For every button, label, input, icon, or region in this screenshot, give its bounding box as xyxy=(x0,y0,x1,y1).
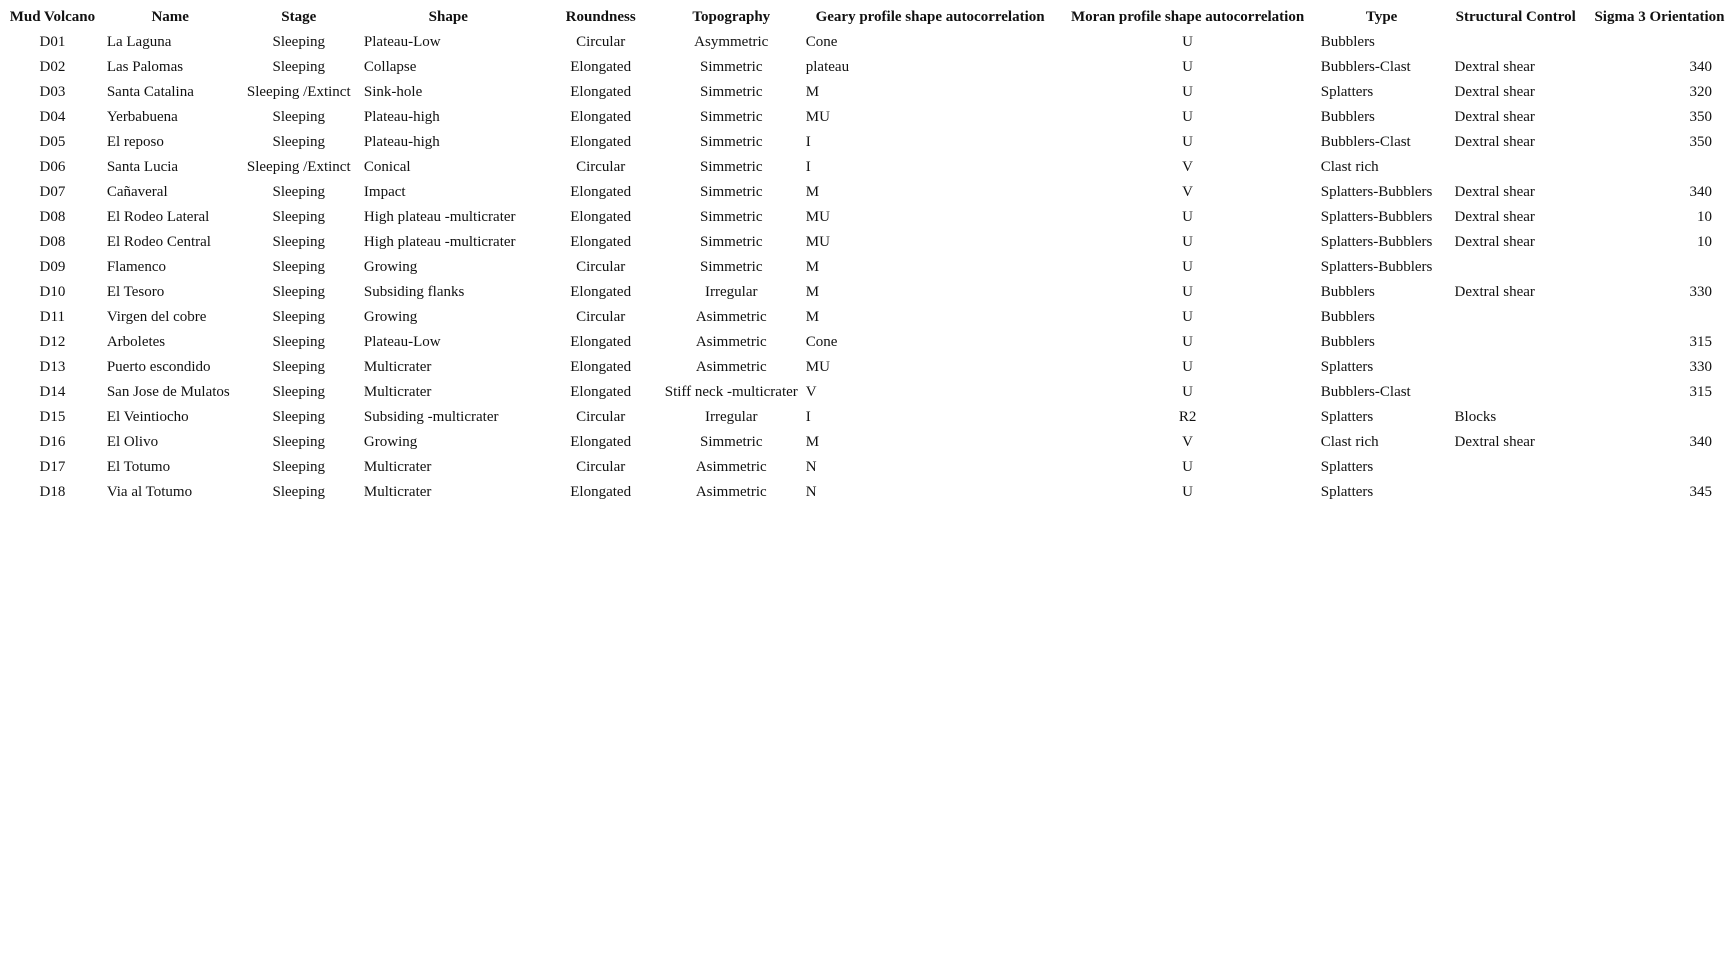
cell-structural-control: Dextral shear xyxy=(1454,284,1535,300)
cell-name: El Tesoro xyxy=(106,284,165,300)
header-topography: Topography xyxy=(692,8,771,25)
cell-roundness: Elongated xyxy=(570,334,632,350)
table-row xyxy=(4,405,1736,430)
cell-roundness: Elongated xyxy=(570,109,632,125)
cell-type: Splatters xyxy=(1320,359,1374,375)
cell-id: D04 xyxy=(39,109,66,125)
cell-shape: Multicrater xyxy=(363,484,432,500)
cell-sigma3: 340 xyxy=(1689,184,1712,200)
cell-roundness: Circular xyxy=(576,259,626,275)
cell-topography: Simmetric xyxy=(700,184,763,200)
cell-topography: Asymmetric xyxy=(694,34,769,50)
cell-topography: Asimmetric xyxy=(695,334,767,350)
cell-topography: Asimmetric xyxy=(695,309,767,325)
cell-topography: Irregular xyxy=(705,284,758,300)
cell-stage: Sleeping xyxy=(272,484,325,500)
table-row xyxy=(4,230,1736,255)
cell-moran: U xyxy=(1182,134,1193,150)
cell-stage: Sleeping /Extinct xyxy=(246,159,351,175)
cell-shape: High plateau -multicrater xyxy=(363,234,516,250)
table-body xyxy=(4,30,1736,505)
cell-id: D02 xyxy=(39,59,66,75)
cell-stage: Sleeping xyxy=(272,309,325,325)
cell-name: El Olivo xyxy=(106,434,159,450)
cell-id: D08 xyxy=(39,234,66,250)
table-row xyxy=(4,430,1736,455)
cell-roundness: Elongated xyxy=(570,359,632,375)
cell-name: Santa Lucia xyxy=(106,159,179,175)
table-row xyxy=(4,155,1736,180)
table-row xyxy=(4,30,1736,55)
cell-type: Bubblers xyxy=(1320,309,1375,325)
cell-sigma3 xyxy=(1583,305,1736,330)
cell-topography: Simmetric xyxy=(700,109,763,125)
cell-moran: U xyxy=(1182,34,1193,50)
cell-topography: Asimmetric xyxy=(695,359,767,375)
cell-moran: V xyxy=(1182,159,1193,175)
cell-moran: U xyxy=(1182,384,1193,400)
cell-stage: Sleeping xyxy=(272,284,325,300)
cell-geary: N xyxy=(805,484,817,500)
cell-name: El Totumo xyxy=(106,459,171,475)
cell-geary: I xyxy=(805,409,811,425)
cell-id: D01 xyxy=(39,34,66,50)
cell-type: Bubblers xyxy=(1320,334,1375,350)
cell-geary: MU xyxy=(805,109,830,125)
cell-moran: U xyxy=(1182,484,1193,500)
cell-moran: V xyxy=(1182,434,1193,450)
cell-topography: Simmetric xyxy=(700,434,763,450)
cell-sigma3: 350 xyxy=(1689,134,1712,150)
cell-sigma3: 10 xyxy=(1697,234,1712,250)
header-stage: Stage xyxy=(281,8,317,25)
table-row xyxy=(4,330,1736,355)
cell-type: Splatters xyxy=(1320,84,1374,100)
table-row xyxy=(4,130,1736,155)
cell-name: Las Palomas xyxy=(106,59,184,75)
header-roundness: Roundness xyxy=(565,8,636,25)
table-row xyxy=(4,305,1736,330)
cell-moran: U xyxy=(1182,59,1193,75)
cell-geary: I xyxy=(805,134,811,150)
cell-type: Splatters-Bubblers xyxy=(1320,234,1433,250)
cell-sigma3: 350 xyxy=(1689,109,1712,125)
cell-id: D08 xyxy=(39,209,66,225)
cell-id: D13 xyxy=(39,359,66,375)
cell-geary: MU xyxy=(805,209,830,225)
cell-roundness: Elongated xyxy=(570,184,632,200)
cell-sigma3 xyxy=(1583,455,1736,480)
cell-sigma3: 330 xyxy=(1689,284,1712,300)
cell-geary: M xyxy=(805,84,820,100)
cell-type: Bubblers xyxy=(1320,34,1375,50)
header-sigma3-orientation: Sigma 3 Orientation xyxy=(1594,8,1725,25)
cell-roundness: Elongated xyxy=(570,284,632,300)
header-structural-control: Structural Control xyxy=(1455,8,1576,25)
cell-name: El reposo xyxy=(106,134,164,150)
cell-geary: M xyxy=(805,309,820,325)
cell-geary: M xyxy=(805,284,820,300)
cell-geary: Cone xyxy=(805,34,838,50)
cell-shape: Multicrater xyxy=(363,459,432,475)
cell-structural-control xyxy=(1449,380,1583,405)
cell-type: Splatters-Bubblers xyxy=(1320,209,1433,225)
cell-structural-control: Dextral shear xyxy=(1454,209,1535,225)
cell-structural-control xyxy=(1449,480,1583,505)
cell-moran: U xyxy=(1182,359,1193,375)
cell-topography: Simmetric xyxy=(700,134,763,150)
cell-structural-control xyxy=(1449,30,1583,55)
cell-id: D10 xyxy=(39,284,66,300)
cell-id: D18 xyxy=(39,484,66,500)
cell-stage: Sleeping xyxy=(272,134,325,150)
cell-geary: V xyxy=(805,384,817,400)
header-shape: Shape xyxy=(428,8,468,25)
cell-stage: Sleeping xyxy=(272,359,325,375)
cell-shape: Plateau-high xyxy=(363,109,440,125)
cell-topography: Simmetric xyxy=(700,209,763,225)
cell-sigma3: 10 xyxy=(1697,209,1712,225)
cell-structural-control: Blocks xyxy=(1454,409,1497,425)
cell-stage: Sleeping xyxy=(272,259,325,275)
cell-sigma3 xyxy=(1583,155,1736,180)
cell-id: D16 xyxy=(39,434,66,450)
cell-stage: Sleeping xyxy=(272,184,325,200)
cell-type: Splatters xyxy=(1320,409,1374,425)
cell-shape: Impact xyxy=(363,184,406,200)
cell-id: D09 xyxy=(39,259,66,275)
cell-id: D12 xyxy=(39,334,66,350)
cell-roundness: Elongated xyxy=(570,484,632,500)
cell-shape: Conical xyxy=(363,159,411,175)
cell-shape: Growing xyxy=(363,309,418,325)
cell-name: Cañaveral xyxy=(106,184,168,200)
cell-name: La Laguna xyxy=(106,34,172,50)
cell-moran: U xyxy=(1182,234,1193,250)
header-row xyxy=(4,4,1736,30)
cell-id: D11 xyxy=(39,309,66,325)
cell-sigma3 xyxy=(1583,255,1736,280)
cell-stage: Sleeping xyxy=(272,409,325,425)
header-type: Type xyxy=(1365,8,1398,25)
cell-roundness: Elongated xyxy=(570,209,632,225)
table-row xyxy=(4,180,1736,205)
cell-roundness: Circular xyxy=(576,34,626,50)
cell-topography: Stiff neck -multicrater xyxy=(664,384,798,400)
cell-shape: Multicrater xyxy=(363,384,432,400)
table-row xyxy=(4,455,1736,480)
cell-type: Splatters-Bubblers xyxy=(1320,184,1433,200)
cell-sigma3: 340 xyxy=(1689,59,1712,75)
cell-topography: Asimmetric xyxy=(695,484,767,500)
cell-sigma3 xyxy=(1583,30,1736,55)
cell-stage: Sleeping xyxy=(272,234,325,250)
cell-geary: plateau xyxy=(805,59,850,75)
cell-type: Bubblers xyxy=(1320,284,1375,300)
cell-sigma3: 340 xyxy=(1689,434,1712,450)
cell-shape: Sink-hole xyxy=(363,84,423,100)
cell-id: D17 xyxy=(39,459,66,475)
cell-structural-control xyxy=(1449,330,1583,355)
cell-structural-control: Dextral shear xyxy=(1454,109,1535,125)
cell-type: Bubblers-Clast xyxy=(1320,59,1411,75)
cell-name: El Rodeo Lateral xyxy=(106,209,210,225)
table-row xyxy=(4,55,1736,80)
cell-shape: Subsiding flanks xyxy=(363,284,465,300)
cell-id: D15 xyxy=(39,409,66,425)
header-moran: Moran profile shape autocorrelation xyxy=(1070,8,1305,25)
cell-moran: U xyxy=(1182,259,1193,275)
cell-moran: U xyxy=(1182,84,1193,100)
cell-name: Santa Catalina xyxy=(106,84,194,100)
cell-structural-control: Dextral shear xyxy=(1454,234,1535,250)
cell-stage: Sleeping xyxy=(272,434,325,450)
cell-type: Splatters xyxy=(1320,459,1374,475)
cell-moran: V xyxy=(1182,184,1193,200)
cell-shape: Multicrater xyxy=(363,359,432,375)
cell-shape: Collapse xyxy=(363,59,417,75)
cell-moran: U xyxy=(1182,334,1193,350)
cell-moran: U xyxy=(1182,309,1193,325)
table-row xyxy=(4,80,1736,105)
cell-stage: Sleeping xyxy=(272,209,325,225)
cell-topography: Simmetric xyxy=(700,234,763,250)
cell-id: D07 xyxy=(39,184,66,200)
cell-name: El Rodeo Central xyxy=(106,234,211,250)
cell-structural-control: Dextral shear xyxy=(1454,59,1535,75)
cell-structural-control: Dextral shear xyxy=(1454,434,1535,450)
cell-stage: Sleeping /Extinct xyxy=(246,84,351,100)
cell-structural-control xyxy=(1449,455,1583,480)
cell-structural-control: Dextral shear xyxy=(1454,84,1535,100)
cell-geary: MU xyxy=(805,359,830,375)
cell-id: D14 xyxy=(39,384,66,400)
cell-geary: MU xyxy=(805,234,830,250)
cell-name: San Jose de Mulatos xyxy=(106,384,230,400)
header-name: Name xyxy=(151,8,189,25)
cell-moran: U xyxy=(1182,284,1193,300)
table-row xyxy=(4,205,1736,230)
cell-roundness: Circular xyxy=(576,159,626,175)
cell-structural-control: Dextral shear xyxy=(1454,184,1535,200)
cell-sigma3: 330 xyxy=(1689,359,1712,375)
table-row xyxy=(4,480,1736,505)
cell-type: Clast rich xyxy=(1320,434,1379,450)
cell-moran: U xyxy=(1182,209,1193,225)
mud-volcano-table xyxy=(4,4,1736,505)
cell-type: Splatters xyxy=(1320,484,1374,500)
cell-topography: Simmetric xyxy=(700,84,763,100)
cell-geary: M xyxy=(805,184,820,200)
cell-roundness: Elongated xyxy=(570,234,632,250)
cell-roundness: Elongated xyxy=(570,384,632,400)
spreadsheet xyxy=(4,4,1736,505)
cell-topography: Simmetric xyxy=(700,59,763,75)
cell-shape: Growing xyxy=(363,259,418,275)
header-mud-volcano: Mud Volcano xyxy=(9,8,96,25)
table-row xyxy=(4,380,1736,405)
cell-type: Splatters-Bubblers xyxy=(1320,259,1433,275)
cell-topography: Simmetric xyxy=(700,259,763,275)
cell-name: Puerto escondido xyxy=(106,359,211,375)
cell-roundness: Circular xyxy=(576,459,626,475)
cell-name: Via al Totumo xyxy=(106,484,193,500)
cell-structural-control: Dextral shear xyxy=(1454,134,1535,150)
cell-type: Bubblers-Clast xyxy=(1320,134,1411,150)
cell-roundness: Circular xyxy=(576,309,626,325)
cell-structural-control xyxy=(1449,305,1583,330)
cell-sigma3: 320 xyxy=(1689,84,1712,100)
cell-name: Flamenco xyxy=(106,259,166,275)
cell-type: Bubblers-Clast xyxy=(1320,384,1411,400)
cell-name: El Veintiocho xyxy=(106,409,189,425)
cell-stage: Sleeping xyxy=(272,384,325,400)
cell-shape: High plateau -multicrater xyxy=(363,209,516,225)
cell-shape: Plateau-Low xyxy=(363,334,441,350)
cell-roundness: Elongated xyxy=(570,84,632,100)
cell-moran: R2 xyxy=(1178,409,1197,425)
cell-sigma3: 315 xyxy=(1689,384,1712,400)
cell-structural-control xyxy=(1449,355,1583,380)
cell-moran: U xyxy=(1182,459,1193,475)
cell-name: Arboletes xyxy=(106,334,166,350)
cell-topography: Asimmetric xyxy=(695,459,767,475)
cell-sigma3: 345 xyxy=(1689,484,1712,500)
cell-structural-control xyxy=(1449,155,1583,180)
cell-shape: Growing xyxy=(363,434,418,450)
cell-sigma3: 315 xyxy=(1689,334,1712,350)
cell-name: Yerbabuena xyxy=(106,109,178,125)
cell-geary: I xyxy=(805,159,811,175)
cell-stage: Sleeping xyxy=(272,34,325,50)
cell-roundness: Elongated xyxy=(570,434,632,450)
cell-roundness: Elongated xyxy=(570,134,632,150)
cell-geary: M xyxy=(805,434,820,450)
cell-id: D06 xyxy=(39,159,66,175)
cell-topography: Simmetric xyxy=(700,159,763,175)
cell-id: D03 xyxy=(39,84,66,100)
cell-geary: M xyxy=(805,259,820,275)
cell-type: Bubblers xyxy=(1320,109,1375,125)
cell-topography: Irregular xyxy=(705,409,758,425)
cell-stage: Sleeping xyxy=(272,59,325,75)
cell-geary: N xyxy=(805,459,817,475)
cell-geary: Cone xyxy=(805,334,838,350)
cell-shape: Plateau-high xyxy=(363,134,440,150)
table-row xyxy=(4,105,1736,130)
cell-sigma3 xyxy=(1583,405,1736,430)
cell-type: Clast rich xyxy=(1320,159,1379,175)
cell-roundness: Circular xyxy=(576,409,626,425)
cell-stage: Sleeping xyxy=(272,459,325,475)
cell-roundness: Elongated xyxy=(570,59,632,75)
cell-stage: Sleeping xyxy=(272,334,325,350)
cell-shape: Subsiding -multicrater xyxy=(363,409,499,425)
cell-id: D05 xyxy=(39,134,66,150)
cell-moran: U xyxy=(1182,109,1193,125)
cell-shape: Plateau-Low xyxy=(363,34,441,50)
header-geary: Geary profile shape autocorrelation xyxy=(815,8,1045,25)
table-row xyxy=(4,280,1736,305)
cell-structural-control xyxy=(1449,255,1583,280)
cell-stage: Sleeping xyxy=(272,109,325,125)
table-row xyxy=(4,355,1736,380)
cell-name: Virgen del cobre xyxy=(106,309,207,325)
table-row xyxy=(4,255,1736,280)
